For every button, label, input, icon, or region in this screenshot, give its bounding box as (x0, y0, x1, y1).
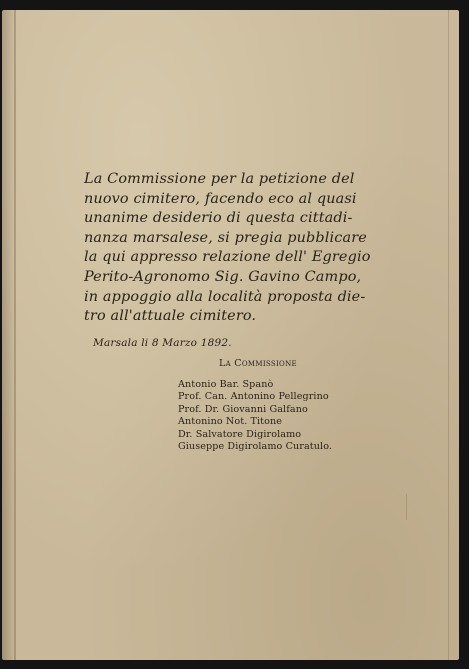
signer-name: Prof. Can. Antonino Pellegrino (178, 391, 329, 403)
signature-heading: La Commissione (219, 358, 297, 369)
page-edge (448, 10, 449, 660)
document-page (2, 10, 459, 660)
paragraph-line: tro all'attuale cimitero. (84, 308, 257, 325)
paragraph-line: unanime desiderio di questa cittadi- (84, 210, 353, 227)
signer-name: Antonio Bar. Spanò (178, 379, 274, 390)
paragraph-line: Perito-Agronomo Sig. Gavino Campo, (84, 268, 362, 285)
dateline: Marsala li 8 Marzo 1892. (93, 337, 232, 349)
intro-paragraph (84, 170, 374, 327)
paragraph-line: nuovo cimitero, facendo eco al quasi (84, 190, 357, 207)
signer-name: Prof. Dr. Giovanni Galfano (178, 403, 308, 415)
paragraph-line: la qui appresso relazione dell' Egregio (84, 249, 371, 266)
signer-name: Antonino Not. Titone (178, 416, 283, 428)
signer-list (178, 379, 332, 453)
signer-name: Giuseppe Digirolamo Curatulo. (178, 441, 333, 453)
paragraph-line: in appoggio alla località proposta die- (84, 288, 366, 305)
signer-name: Dr. Salvatore Digirolamo (178, 428, 302, 440)
paper-mark (406, 494, 415, 520)
paragraph-line: nanza marsalese, si pregia pubblicare (84, 229, 367, 246)
paragraph-line: La Commissione per la petizione del (84, 171, 355, 187)
page-gutter (14, 10, 16, 660)
